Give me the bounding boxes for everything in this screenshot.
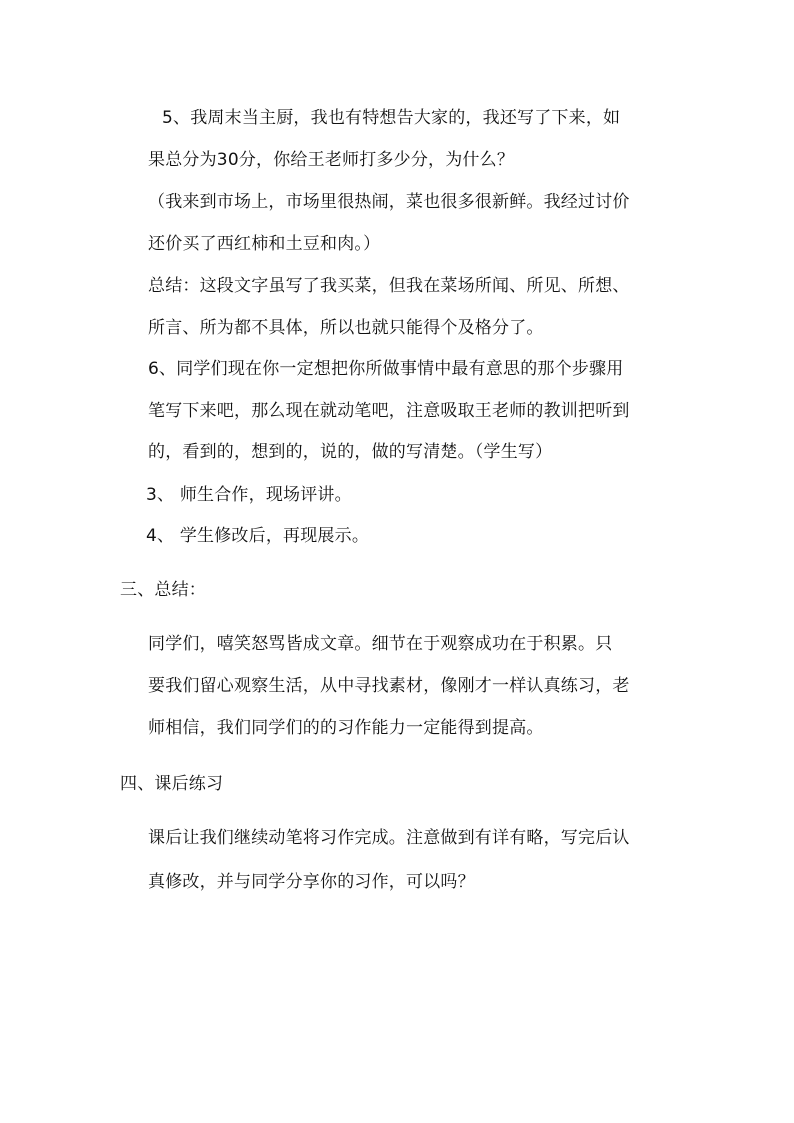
- step-3: 3、 师生合作，现场评讲。: [146, 485, 352, 505]
- summary-note-line-2: 所言、所为都不具体，所以也就只能得个及格分了。: [148, 318, 544, 338]
- section-3-line-2: 要我们留心观察生活，从中寻找素材，像刚才一样认真练习，老: [148, 676, 630, 696]
- section-3-line-1: 同学们，嘻笑怒骂皆成文章。细节在于观察成功在于积累。只: [148, 634, 613, 654]
- section-4-line-1: 课后让我们继续动笔将习作完成。注意做到有详有略，写完后认: [148, 828, 630, 848]
- section-3-heading: 三、总结：: [120, 580, 206, 600]
- item-5-line-1: 5、我周末当主厨，我也有特想告大家的，我还写了下来，如: [162, 108, 621, 128]
- section-4-line-2: 真修改，并与同学分享你的习作，可以吗？: [148, 872, 475, 892]
- step-4: 4、 学生修改后，再现展示。: [146, 526, 370, 546]
- section-4-heading: 四、课后练习: [120, 774, 224, 794]
- section-3-line-3: 师相信，我们同学们的的习作能力一定能得到提高。: [148, 718, 544, 738]
- item-6-line-2: 笔写下来吧，那么现在就动笔吧，注意吸取王老师的教训把听到: [148, 401, 630, 421]
- summary-note-line-1: 总结：这段文字虽写了我买菜，但我在菜场所闻、所见、所想、: [148, 276, 630, 296]
- item-6-line-3: 的，看到的，想到的，说的，做的写清楚。（学生写）: [148, 442, 553, 462]
- example-line-1: （我来到市场上，市场里很热闹，菜也很多很新鲜。我经过讨价: [148, 192, 630, 212]
- item-6-line-1: 6、同学们现在你一定想把你所做事情中最有意思的那个步骤用: [148, 359, 624, 379]
- example-line-2: 还价买了西红柿和土豆和肉。）: [148, 234, 381, 254]
- item-5-line-2: 果总分为30分，你给王老师打多少分，为什么？: [148, 150, 515, 170]
